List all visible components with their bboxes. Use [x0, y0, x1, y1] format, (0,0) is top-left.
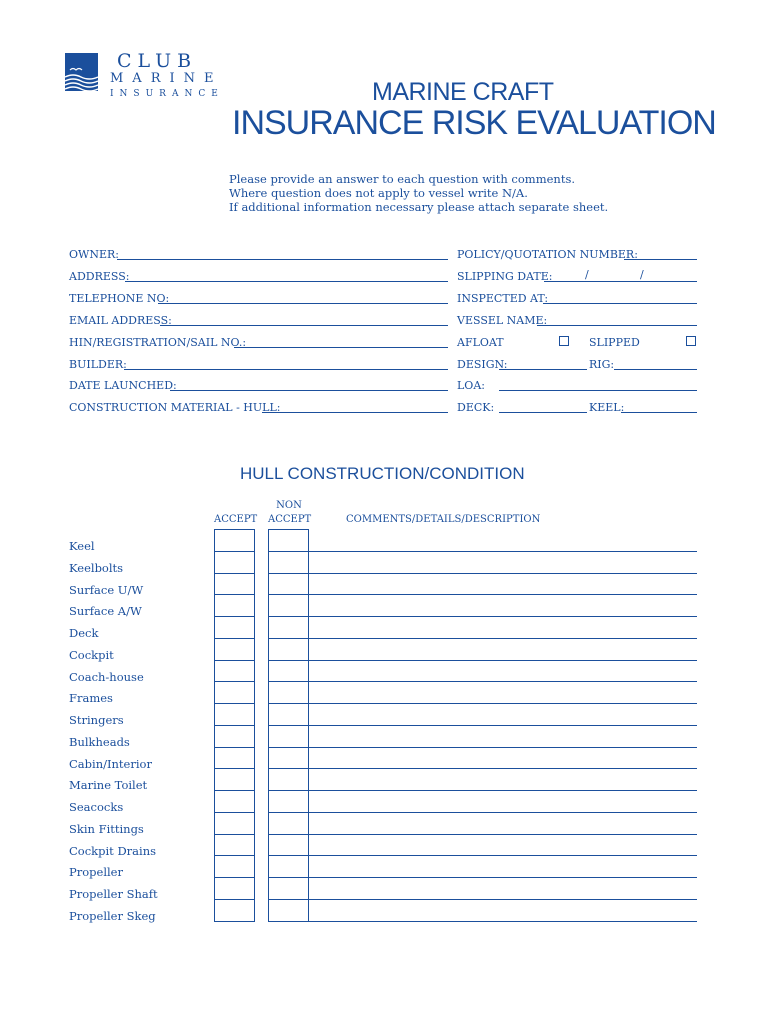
non-accept-checkbox[interactable]	[268, 529, 309, 552]
hull-item-label: Frames	[69, 691, 113, 706]
slipped-label: SLIPPED	[589, 336, 640, 349]
comments-field[interactable]	[308, 768, 697, 769]
non-accept-checkbox[interactable]	[268, 768, 309, 791]
comments-column-header: COMMENTS/DETAILS/DESCRIPTION	[346, 514, 541, 525]
non-accept-checkbox[interactable]	[268, 790, 309, 813]
non-accept-checkbox[interactable]	[268, 747, 309, 770]
builder-field[interactable]	[124, 369, 448, 370]
hull-item-label: Skin Fittings	[69, 821, 144, 836]
comments-field[interactable]	[308, 616, 697, 617]
comments-field[interactable]	[308, 834, 697, 835]
vessel-name-label: VESSEL NAME:	[457, 314, 548, 327]
comments-field[interactable]	[308, 899, 697, 900]
accept-checkbox[interactable]	[214, 747, 255, 770]
accept-checkbox[interactable]	[214, 768, 255, 791]
hull-item-label: Propeller Shaft	[69, 887, 158, 901]
hull-item-label: Bulkheads	[69, 734, 130, 749]
hull-item-label: Keelbolts	[69, 560, 124, 575]
accept-checkbox[interactable]	[214, 660, 255, 683]
slipping-date-label: SLIPPING DATE:	[457, 270, 553, 283]
hull-item-label: Coach-house	[69, 669, 144, 684]
accept-checkbox[interactable]	[214, 877, 255, 900]
builder-label: BUILDER:	[69, 358, 127, 371]
accept-checkbox[interactable]	[214, 616, 255, 639]
hin-label: HIN/REGISTRATION/SAIL NO.:	[69, 336, 247, 349]
design-label: DESIGN:	[457, 358, 508, 371]
logo-insurance: INSURANCE	[110, 89, 224, 99]
hin-field[interactable]	[234, 347, 448, 348]
non-accept-checkbox[interactable]	[268, 551, 309, 574]
inspected-at-label: INSPECTED AT:	[457, 292, 549, 305]
non-accept-checkbox[interactable]	[268, 573, 309, 596]
deck-field[interactable]	[499, 412, 587, 413]
keel-field[interactable]	[621, 412, 697, 413]
owner-label: OWNER:	[69, 248, 119, 261]
construction-label: CONSTRUCTION MATERIAL - HULL:	[69, 401, 281, 414]
comments-field[interactable]	[308, 703, 697, 704]
loa-label: LOA:	[457, 379, 485, 392]
design-field[interactable]	[499, 369, 587, 370]
comments-field[interactable]	[308, 790, 697, 791]
instruction-3: If additional information necessary please attach separate sheet.	[229, 200, 609, 214]
date-separator-1: /	[585, 268, 589, 281]
telephone-label: TELEPHONE NO:	[69, 292, 170, 305]
accept-checkbox[interactable]	[214, 703, 255, 726]
accept-checkbox[interactable]	[214, 551, 255, 574]
logo-marine: MARINE	[110, 71, 223, 86]
afloat-checkbox[interactable]	[559, 336, 569, 346]
non-accept-checkbox[interactable]	[268, 681, 309, 704]
email-field[interactable]	[160, 325, 448, 326]
non-accept-checkbox[interactable]	[268, 616, 309, 639]
deck-label: DECK:	[457, 401, 495, 414]
accept-checkbox[interactable]	[214, 790, 255, 813]
accept-checkbox[interactable]	[214, 594, 255, 617]
accept-checkbox[interactable]	[214, 638, 255, 661]
address-field[interactable]	[125, 281, 448, 282]
date-separator-2: /	[640, 268, 644, 281]
hull-item-label: Keel	[69, 539, 95, 553]
email-label: EMAIL ADDRESS:	[69, 314, 172, 327]
hull-item-label: Cockpit Drains	[69, 843, 157, 858]
rig-label: RIG:	[589, 358, 615, 371]
title-line-1: MARINE CRAFT	[372, 78, 554, 106]
address-label: ADDRESS:	[69, 270, 130, 283]
rig-field[interactable]	[614, 369, 697, 370]
inspected-at-field[interactable]	[543, 303, 697, 304]
keel-label: KEEL:	[589, 401, 625, 414]
accept-column-header: ACCEPT	[214, 514, 258, 525]
construction-field[interactable]	[262, 412, 448, 413]
non-accept-header-line1: NON	[276, 500, 302, 511]
comments-field[interactable]	[308, 855, 697, 856]
comments-field[interactable]	[308, 573, 697, 574]
non-accept-checkbox[interactable]	[268, 877, 309, 900]
comments-field[interactable]	[308, 747, 697, 748]
slipped-checkbox[interactable]	[686, 336, 696, 346]
accept-checkbox[interactable]	[214, 899, 255, 922]
vessel-name-field[interactable]	[537, 325, 697, 326]
non-accept-checkbox[interactable]	[268, 660, 309, 683]
comments-field[interactable]	[308, 877, 697, 878]
non-accept-header-line2: ACCEPT	[268, 514, 312, 525]
hull-item-label: Cockpit	[69, 647, 114, 662]
accept-checkbox[interactable]	[214, 681, 255, 704]
slipping-date-field[interactable]	[544, 281, 697, 282]
afloat-label: AFLOAT	[457, 336, 504, 349]
comments-field[interactable]	[308, 681, 697, 682]
telephone-field[interactable]	[158, 303, 448, 304]
hull-section-heading: HULL CONSTRUCTION/CONDITION	[240, 464, 525, 483]
non-accept-checkbox[interactable]	[268, 703, 309, 726]
instruction-2: Where question does not apply to vessel write N/A.	[229, 186, 528, 200]
hull-item-label: Cabin/Interior	[69, 756, 152, 771]
accept-checkbox[interactable]	[214, 573, 255, 596]
date-launched-field[interactable]	[170, 390, 448, 391]
policy-field[interactable]	[624, 259, 697, 260]
non-accept-checkbox[interactable]	[268, 638, 309, 661]
accept-checkbox[interactable]	[214, 855, 255, 878]
date-launched-label: DATE LAUNCHED:	[69, 379, 177, 392]
instruction-1: Please provide an answer to each question with comments.	[229, 172, 575, 186]
logo-emblem-icon	[65, 53, 98, 91]
comments-field[interactable]	[308, 921, 697, 922]
hull-item-label: Stringers	[69, 713, 124, 727]
hull-item-label: Propeller Skeg	[69, 908, 156, 923]
hull-item-label: Surface U/W	[69, 582, 144, 597]
hull-item-label: Propeller	[69, 865, 123, 880]
logo-club: CLUB	[117, 50, 198, 72]
owner-field[interactable]	[117, 259, 448, 260]
comments-field[interactable]	[308, 725, 697, 726]
comments-field[interactable]	[308, 812, 697, 813]
accept-checkbox[interactable]	[214, 529, 255, 552]
non-accept-checkbox[interactable]	[268, 899, 309, 922]
accept-checkbox[interactable]	[214, 725, 255, 748]
loa-field[interactable]	[499, 390, 697, 391]
hull-item-label: Seacocks	[69, 800, 124, 814]
hull-item-label: Marine Toilet	[69, 778, 148, 793]
comments-field[interactable]	[308, 551, 697, 552]
non-accept-checkbox[interactable]	[268, 812, 309, 835]
accept-checkbox[interactable]	[214, 812, 255, 835]
policy-label: POLICY/QUOTATION NUMBER:	[457, 248, 638, 261]
comments-field[interactable]	[308, 660, 697, 661]
non-accept-checkbox[interactable]	[268, 725, 309, 748]
non-accept-checkbox[interactable]	[268, 594, 309, 617]
hull-item-label: Deck	[69, 626, 99, 640]
hull-item-label: Surface A/W	[69, 604, 142, 619]
page-title: INSURANCE RISK EVALUATION	[232, 104, 716, 142]
comments-field[interactable]	[308, 638, 697, 639]
comments-field[interactable]	[308, 594, 697, 595]
non-accept-checkbox[interactable]	[268, 855, 309, 878]
non-accept-checkbox[interactable]	[268, 834, 309, 857]
accept-checkbox[interactable]	[214, 834, 255, 857]
